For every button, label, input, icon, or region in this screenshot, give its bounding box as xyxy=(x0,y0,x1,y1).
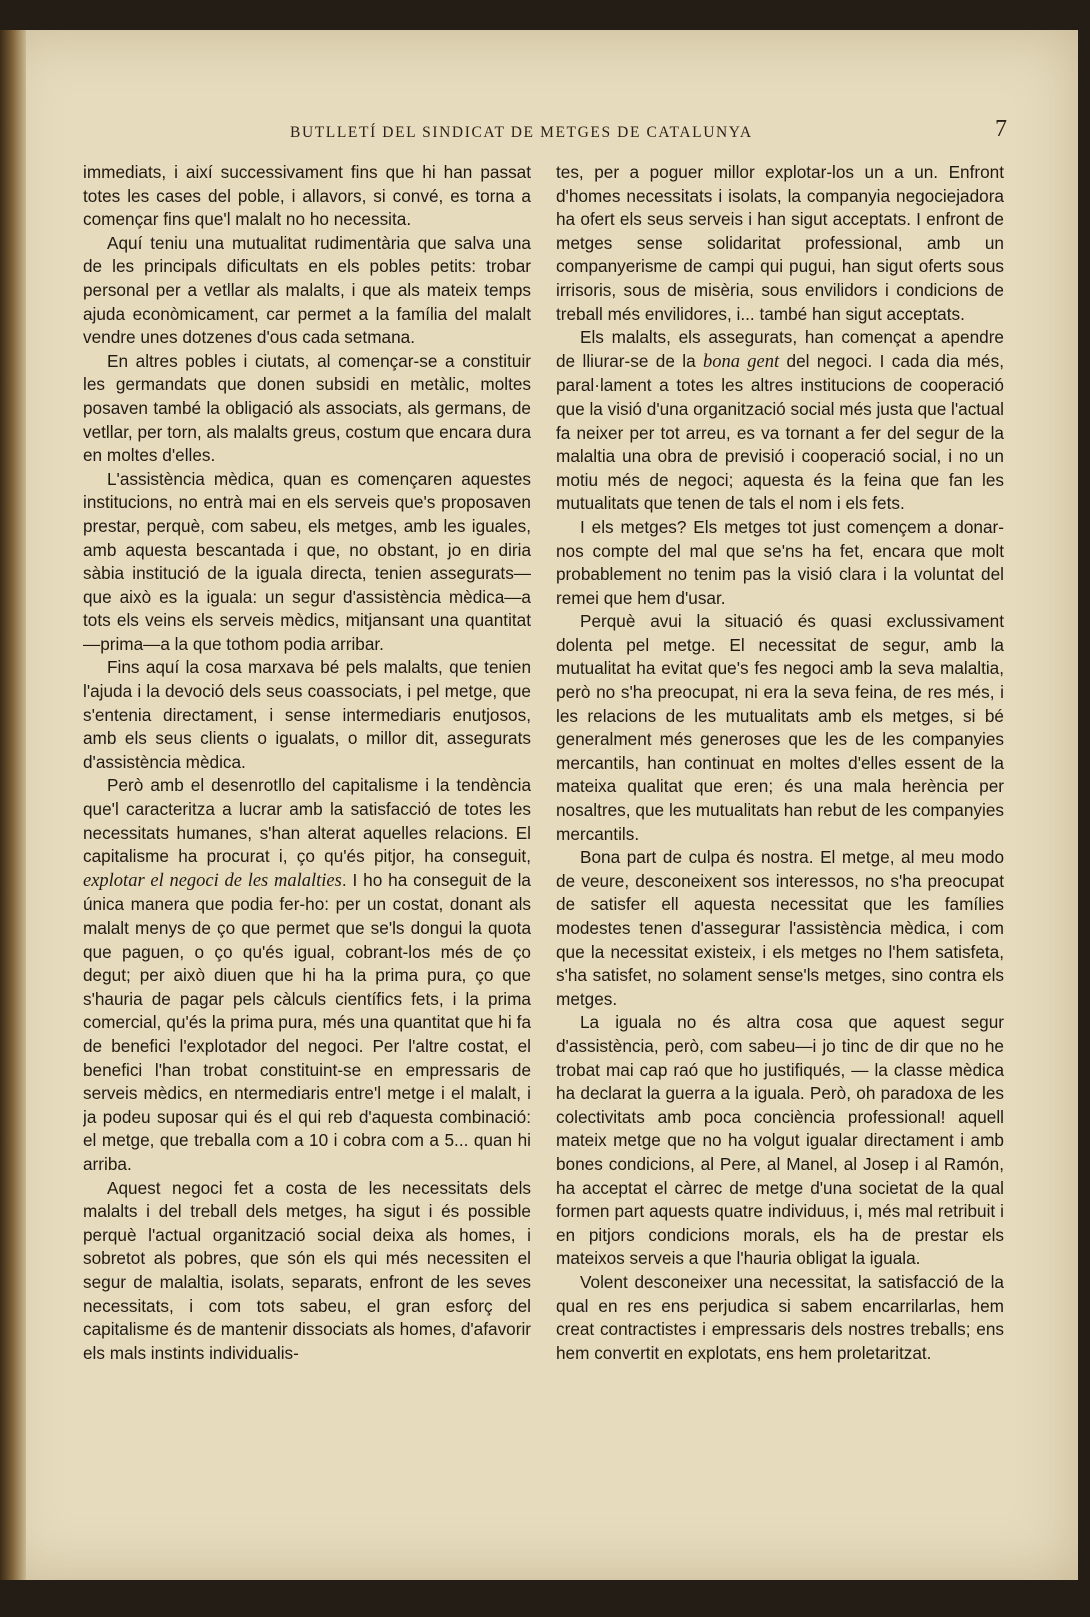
paragraph: Bona part de culpa és nostra. El metge, al meu modo de veure, desconeixent sos interessos, no s'ha preocupat de satisfer ell aquesta necessitat que les famílies modestes tenen d'assegurar l'assistència mèdica, i com que la necessitat existeix, i els metges no l'hem satisfeta, s'ha satisfet, no solament sense'ls metges, sino contra els metges. xyxy=(556,847,1004,1009)
paragraph: L'assistència mèdica, quan es començaren aquestes institucions, no entrà mai en els serveis que's proposaven prestar, perquè, com sabeu, els metges, amb les iguales, amb aquesta bescantada i que, no obstant, jo en diria sàbia institució de la iguala directa, tenien assegurats—que això es la iguala: un segur d'assistència mèdica—a tots els veins els serveis mèdics, mitjansant una quantitat—prima—a la que tothom podia arribar. xyxy=(83,468,531,654)
page-header xyxy=(0,116,1078,156)
paragraph: tes, per a poguer millor explotar-los un a un. Enfront d'homes necessitats i isolats, la companyia negociejadora ha ofert els seus serveis i han sigut acceptats. I enfront de metges sense solidaritat professional, amb un companyerisme de campi qui pugui, han sigut oferts sous irrisoris, sous de misèria, sous envilidors i condicions de treball més envilidores, i... també han sigut acceptats. xyxy=(556,162,1004,324)
italic-phrase: bona gent xyxy=(703,351,780,372)
paragraph: Però amb el desenrotllo del capitalisme i la tendència que'l caracteritza a lucrar amb la satisfacció de totes les necessitats humanes, s'han alterat aquelles relacions. El capitalisme ha procurat i, ço qu'és pitjor, ha conseguit, explotar el negoci de les malalties. I ho ha conseguit de la única manera que podia fer-ho: per un costat, donant als malalt menys de ço que permet que se'ls dongui la quota que paguen, o ço qu'és igual, cobrant-los més de ço degut; per això diuen que hi ha la prima pura, ço que s'hauria de pagar pels càlculs científics fets, i la prima comercial, qu'és la prima pura, més una quantitat que hi fa de benefici l'explotador del negoci. Per l'altre costat, el benefici l'han trobat constituint-se en empressaris de serveis mèdics, en ntermediaris entre'l metge i el malalt, i ja podeu suposar qui és el qui reb d'aquesta combinació: el metge, que treballa com a 10 i cobra com a 5... quan hi arriba. xyxy=(83,775,531,1174)
paragraph: Aquest negoci fet a costa de les necessitats dels malalts i del treball dels metges, ha sigut i és possible perquè l'actual organització social deixa als homes, i sobretot als pobres, que són els qui més necessiten el segur de malaltia, isolats, separats, enfront de les seves necessitats, i com tots sabeu, el gran esforç del capitalisme és de mantenir dissociats als homes, d'afavorir els mals instints individualis- xyxy=(83,1177,531,1363)
paragraph: En altres pobles i ciutats, al començar-se a constituir les germandats que donen subsidi en metàlic, moltes posaven també la obligació als associats, als germans, de vetllar, per torn, als malalts greus, costum que encara dura en moltes d'elles. xyxy=(83,350,531,466)
paragraph: Aquí teniu una mutualitat rudimentària que salva una de les principals dificultats en els pobles petits: trobar personal per a vetllar als malalts, i que als mateix temps ajuda econòmicament, car permet a la família del malalt vendre unes dotzenes d'ous cada setmana. xyxy=(83,232,531,348)
paragraph: I els metges? Els metges tot just començem a donar-nos compte del mal que se'ns ha fet, encara que molt probablement no tenim pas la visió clara i la voluntat del remei que hem d'usar. xyxy=(556,516,1004,608)
italic-phrase: explotar el negoci de les malalties xyxy=(83,870,342,891)
paragraph: Volent desconeixer una necessitat, la satisfacció de la qual en res ens perjudica si sabem encarrilarlas, hem creat contractistes i empressaris dels nostres treballs; ens hem convertit en explotats, ens hem proletaritzat. xyxy=(556,1271,1004,1363)
paragraph: Els malalts, els assegurats, han començat a apendre de lliurar-se de la bona gent del negoci. I cada dia més, paral·lament a totes les altres institucions de cooperació que la visió d'una organització social més justa que l'actual fa neixer per tot arreu, es va tornant a fer del segur de la malaltia una obra de previsió i cooperació social, i no un motiu més de negoci; aquesta és la feina que fan les mutualitats que tenen de tals el nom i els fets. xyxy=(556,327,1004,514)
paragraph: Fins aquí la cosa marxava bé pels malalts, que tenien l'ajuda i la devoció dels seus coassociats, i pel metge, que s'entenia directament, i sense intermediaris enutjosos, amb els seus clients o igualats, o millor dit, assegurats d'assistència mèdica. xyxy=(83,657,531,772)
page-number: 7 xyxy=(995,116,1007,142)
right-column xyxy=(556,161,1004,1571)
paragraph: immediats, i així successivament fins que hi han passat totes les cases del poble, i allavors, si convé, es torna a començar fins que'l malalt no ho necessita. xyxy=(83,162,531,230)
running-title: BUTLLETÍ DEL SINDICAT DE METGES DE CATALUNYA xyxy=(290,124,753,141)
paragraph: La iguala no és altra cosa que aquest segur d'assistència, però, com sabeu—i jo tinc de dir que no he trobat mai cap raó que ho justifiqués, — la classe mèdica ha declarat la guerra a la iguala. Però, oh paradoxa de les colectivitats amb poca conciència professional! aquell mateix metge que no ha volgut igualar directament i amb bones condicions, al Pere, al Manel, al Josep i al Ramón, ha acceptat el càrrec de metge d'una societat de la qual formen part aquests quatre individuus, i, més mal retribuit i en pitjors condicions morals, els ha de prestar els mateixos serveis a que l'hauria obligat la iguala. xyxy=(556,1012,1004,1269)
paragraph: Perquè avui la situació és quasi exclussivament dolenta pel metge. El necessitat de segur, amb la mutualitat ha evitat que's fes negoci amb la seva malaltia, però no s'ha preocupat, ni era la seva feina, de res més, i les relacions de les mutualitats amb els metges, si bé generalment més generoses que les de les companyies mercantils, han continuat en moltes d'elles essent de la mateixa qualitat que eren; és una mala herència per nosaltres, que les mutualitats han rebut de les companyies mercantils. xyxy=(556,611,1004,844)
left-column xyxy=(83,161,531,1571)
journal-page xyxy=(0,30,1078,1580)
book-spine xyxy=(0,30,26,1580)
